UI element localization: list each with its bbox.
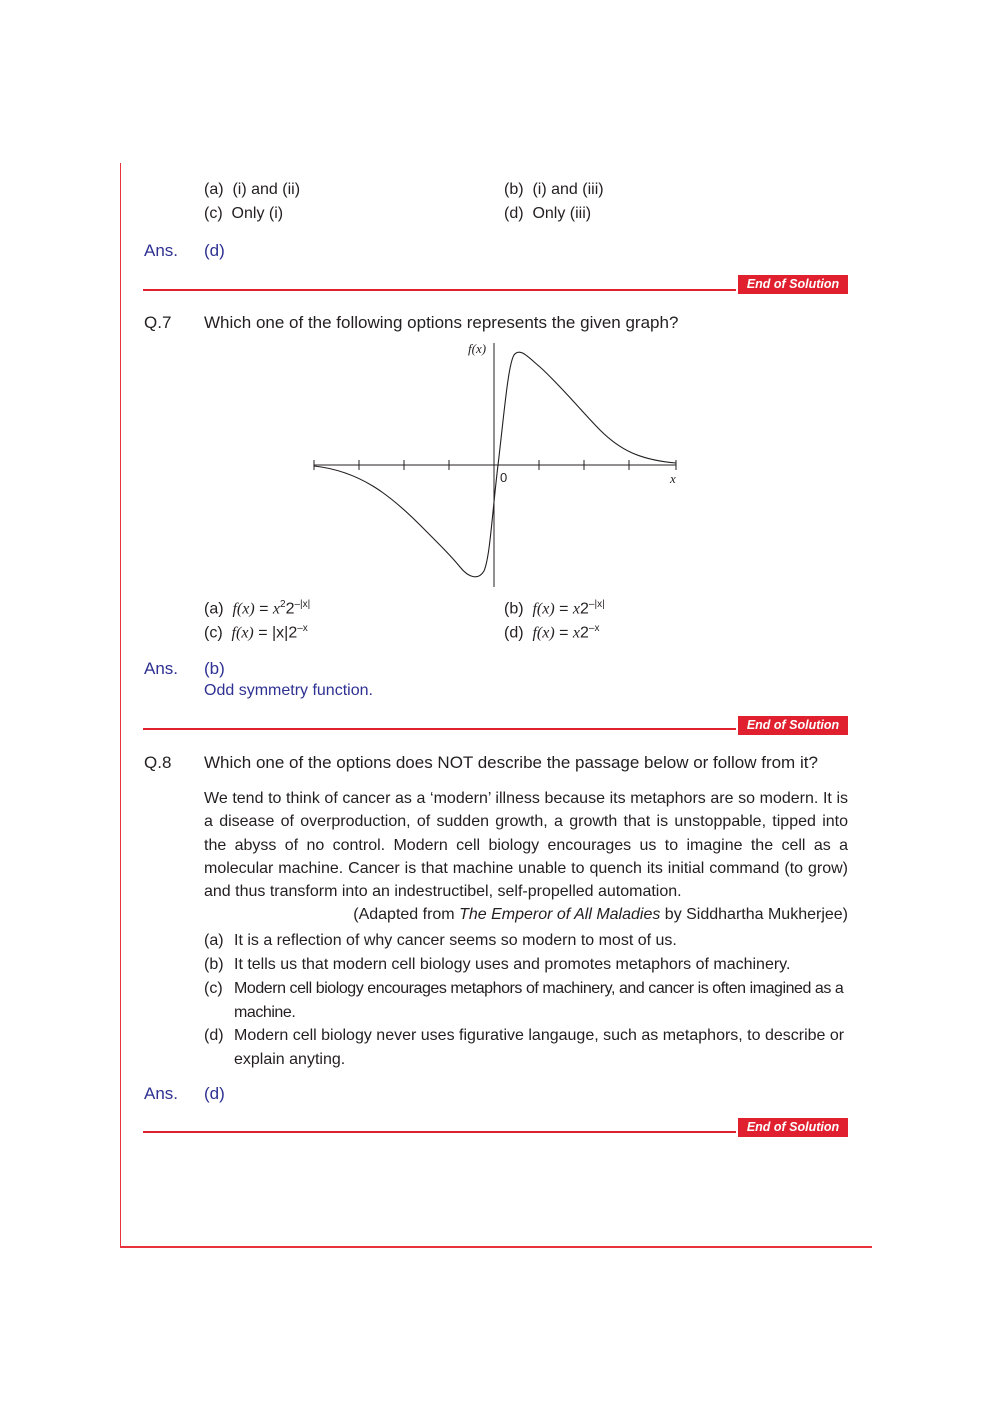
- option-text: Only (iii): [532, 205, 592, 222]
- q8-answer-label: Ans.: [144, 1084, 179, 1103]
- q8-question: Which one of the options does NOT describe the passage below or follow from it?: [204, 753, 818, 772]
- q8-option-c: [204, 977, 848, 1024]
- option-equals: =: [259, 600, 269, 618]
- separator-rule: [143, 289, 736, 291]
- q7-option-c: [204, 623, 308, 642]
- q8-passage: [204, 787, 848, 927]
- option-text: (i) and (iii): [532, 181, 604, 198]
- source-title: The Emperor of All Maladies: [459, 906, 661, 924]
- option-label: (b): [204, 956, 224, 973]
- option-label: (d): [504, 624, 524, 642]
- q7-graph: [300, 335, 700, 595]
- option-label: (c): [204, 624, 223, 642]
- option-text: Only (i): [231, 205, 284, 222]
- separator-rule: [143, 1131, 736, 1133]
- q6-option-b: [504, 181, 604, 199]
- passage-text: We tend to think of cancer as a ‘modern’ illness because its metaphors are so modern. It is a disease of overproduction, of sudden growth, a growth that is unstoppable, tipped into the abyss of no control. Modern cell biology encourages us to imagine the cell as a molecular machine. Cancer is that machine unable to quench its initial command (to grow) and thus transform into an indestructibel, self-propelled automation.: [204, 790, 848, 901]
- option-fx: f(x): [231, 624, 254, 642]
- q7-question: Which one of the following options represents the given graph?: [204, 313, 679, 332]
- option-text: It is a reflection of why cancer seems so modern to most of us.: [234, 932, 677, 949]
- q6-answer-value: (d): [204, 241, 225, 260]
- source-suffix: by Siddhartha Mukherjee): [660, 906, 848, 924]
- q7-answer-value: (b): [204, 659, 225, 678]
- option-label: (a): [204, 181, 224, 198]
- option-text: (i) and (ii): [232, 181, 301, 198]
- q8-option-a: [204, 929, 848, 953]
- option-exponent: –x: [297, 623, 308, 634]
- q7-answer-label: Ans.: [144, 659, 179, 678]
- option-fx: f(x): [532, 600, 555, 618]
- page-bottom-rule: [120, 1246, 872, 1248]
- option-two: 2: [580, 600, 589, 618]
- option-exponent: –|x|: [294, 599, 311, 610]
- option-power: 2: [280, 599, 286, 610]
- option-label: (d): [204, 1027, 224, 1044]
- option-fx: f(x): [232, 600, 255, 618]
- function-curve: [314, 352, 676, 577]
- q7-option-d: [504, 623, 599, 642]
- q6-option-d: [504, 205, 591, 223]
- option-exponent: –x: [588, 623, 600, 634]
- option-equals: =: [559, 624, 569, 642]
- q6-answer-label: Ans.: [144, 241, 179, 260]
- option-label: (c): [204, 205, 223, 222]
- end-of-solution-badge: End of Solution: [738, 716, 848, 735]
- q8-option-d: [204, 1024, 848, 1071]
- end-of-solution-badge: End of Solution: [738, 275, 848, 294]
- option-base: x: [572, 600, 581, 618]
- origin-label: 0: [500, 470, 508, 485]
- option-equals: =: [559, 600, 569, 618]
- option-label: (b): [504, 600, 524, 618]
- option-label: (a): [204, 600, 224, 618]
- q7-option-b: [504, 599, 605, 618]
- option-base: x: [272, 600, 281, 618]
- page-margin-line: [120, 163, 121, 1248]
- option-fx: f(x): [532, 624, 555, 642]
- option-base: x: [572, 624, 581, 642]
- option-base: |x|2: [272, 624, 298, 642]
- q8-number: Q.8: [144, 753, 172, 772]
- q6-option-c: [204, 205, 283, 223]
- option-two: 2: [580, 624, 589, 642]
- option-text: Modern cell biology never uses figurative langauge, such as metaphors, to describe or explain anyting.: [234, 1027, 845, 1068]
- q8-option-b: [204, 953, 848, 977]
- option-equals: =: [258, 624, 268, 642]
- option-label: (c): [204, 980, 223, 997]
- option-exponent: –|x|: [588, 599, 605, 610]
- option-text: It tells us that modern cell biology uses and promotes metaphors of machinery.: [234, 956, 791, 973]
- passage-source: [204, 903, 848, 926]
- end-of-solution-badge: End of Solution: [738, 1118, 848, 1137]
- q7-number: Q.7: [144, 313, 172, 332]
- q7-option-a: [204, 599, 310, 618]
- source-prefix: (Adapted from: [353, 906, 460, 924]
- option-two: 2: [285, 600, 295, 618]
- x-axis-label: x: [670, 471, 676, 486]
- q6-option-a: [204, 181, 300, 199]
- separator-rule: [143, 728, 736, 730]
- q8-answer-value: (d): [204, 1084, 225, 1103]
- option-label: (d): [504, 205, 524, 222]
- option-text: Modern cell biology encourages metaphors of machinery, and cancer is often imagined as a machine.: [234, 980, 844, 1021]
- option-label: (a): [204, 932, 224, 949]
- y-axis-label: f(x): [468, 341, 487, 356]
- q7-explanation: Odd symmetry function.: [204, 682, 373, 699]
- option-label: (b): [504, 181, 524, 198]
